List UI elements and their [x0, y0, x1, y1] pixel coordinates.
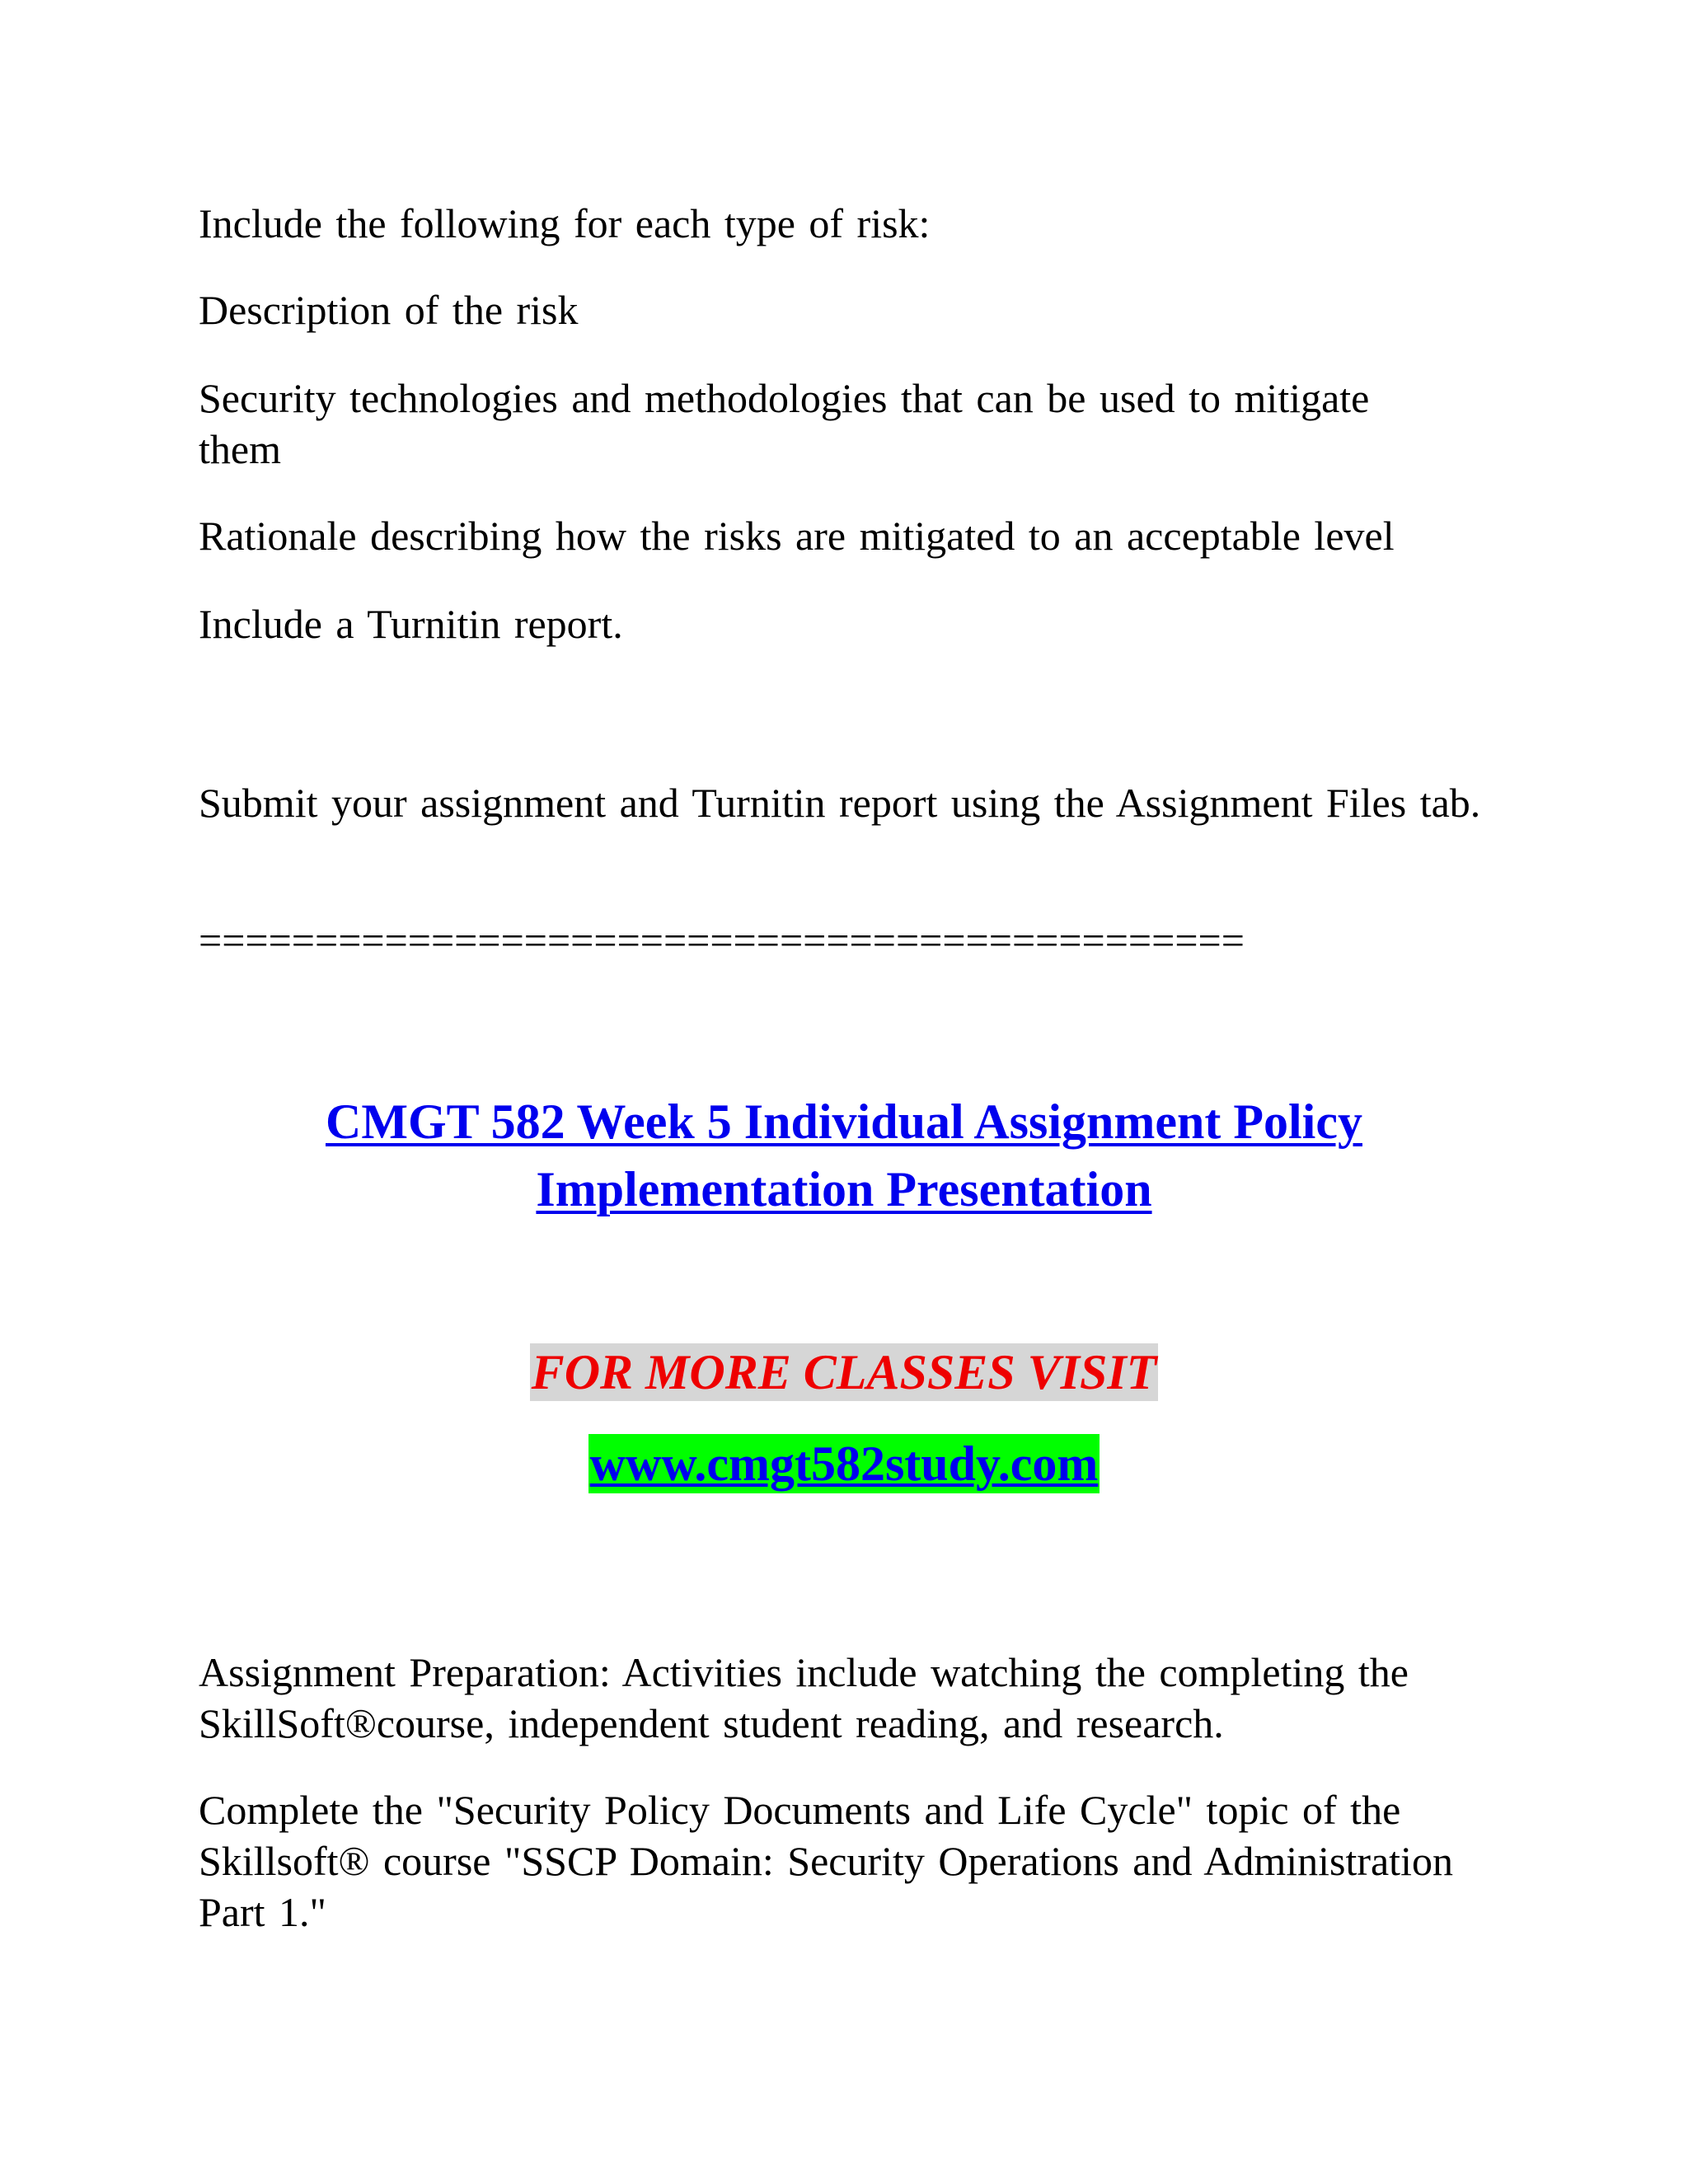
- site-link[interactable]: www.cmgt582study.com: [588, 1434, 1100, 1493]
- assignment-preparation: Assignment Preparation: Activities include watching the completing the SkillSoft®course, independent student reading, and research.: [199, 1649, 1409, 1746]
- instruction-turnitin: Include a Turnitin report.: [199, 601, 623, 647]
- promo-text: FOR MORE CLASSES VISIT: [531, 1345, 1157, 1399]
- instruction-include-following: Include the following for each type of risk:: [199, 200, 931, 246]
- instruction-security-technologies: Security technologies and methodologies that can be used to mitigate them: [199, 375, 1370, 472]
- promo-banner: [0, 1343, 1688, 1401]
- instruction-rationale: Rationale describing how the risks are mitigated to an acceptable level: [199, 513, 1395, 559]
- assignment-title-line2[interactable]: Implementation Presentation: [536, 1162, 1152, 1216]
- divider-line: =============================================: [199, 917, 1245, 963]
- site-link-block[interactable]: [0, 1434, 1688, 1493]
- instruction-submit: Submit your assignment and Turnitin report using the Assignment Files tab.: [199, 780, 1481, 826]
- instruction-description: Description of the risk: [199, 287, 579, 333]
- assignment-title[interactable]: [0, 1088, 1688, 1223]
- complete-topic-instruction: Complete the "Security Policy Documents and Life Cycle" topic of the Skillsoft® course "SSCP Domain: Security Operations and Administration Part 1.": [199, 1787, 1453, 1935]
- assignment-title-line1[interactable]: CMGT 582 Week 5 Individual Assignment Policy: [326, 1094, 1362, 1149]
